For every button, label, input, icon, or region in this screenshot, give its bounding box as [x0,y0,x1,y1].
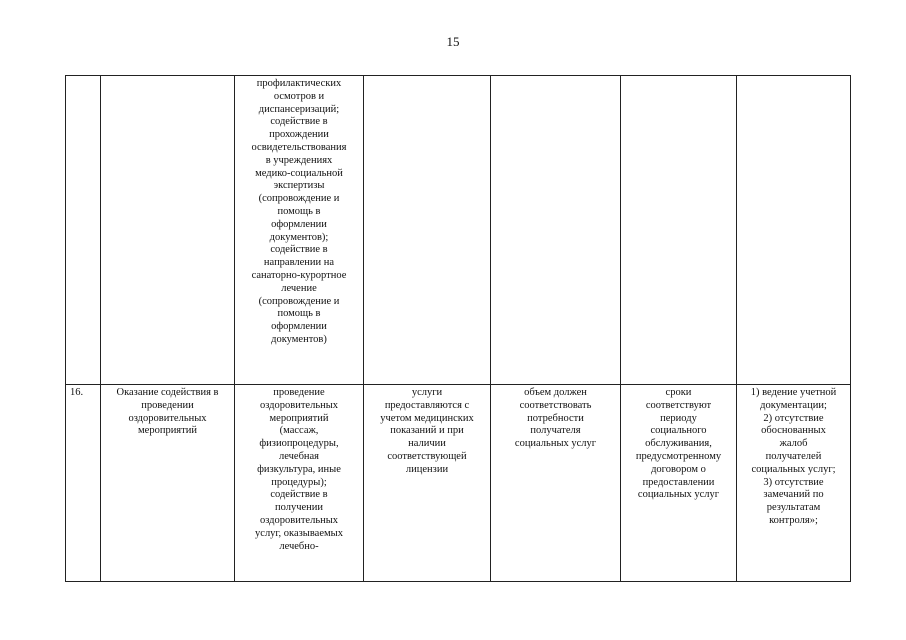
evaluation-cell: 1) ведение учетной документации; 2) отсутствие обоснованных жалоб получателей социальных услуг; 3) отсутствие замечаний по результатам контроля»; [737,385,851,582]
service-description-cell: проведение оздоровительных мероприятий (массаж, физиопроцедуры, лечебная физкультура, иные процедуры); содействие в получении оздоровительных услуг, оказываемых лечебно- [235,385,364,582]
volume-cell: объем должен соответствовать потребности получателя социальных услуг [491,385,621,582]
service-description-cell: профилактических осмотров и диспансеризаций; содействие в прохождении освидетельствования в учреждениях медико-социальной экспертизы (сопровождение и помощь в оформлении документов); содействие в направлении на санаторно-курортное лечение (сопровождение и помощь в оформлении документов) [235,76,364,385]
table-row-continued [66,76,851,385]
terms-cell: сроки соответствуют периоду социального обслуживания, предусмотренному договором о предоставлении социальных услуг [621,385,737,582]
conditions-cell [364,76,491,385]
table-row-16 [66,385,851,582]
terms-cell [621,76,737,385]
evaluation-cell [737,76,851,385]
services-table [65,75,850,581]
row-number-cell [66,76,101,385]
page-number: 15 [446,34,460,49]
row-number-cell: 16. [66,385,101,582]
services-table-grid [65,75,851,582]
conditions-cell: услуги предоставляются с учетом медицинских показаний и при наличии соответствующей лицензии [364,385,491,582]
volume-cell [491,76,621,385]
service-name-cell: Оказание содействия в проведении оздоровительных мероприятий [101,385,235,582]
service-name-cell [101,76,235,385]
